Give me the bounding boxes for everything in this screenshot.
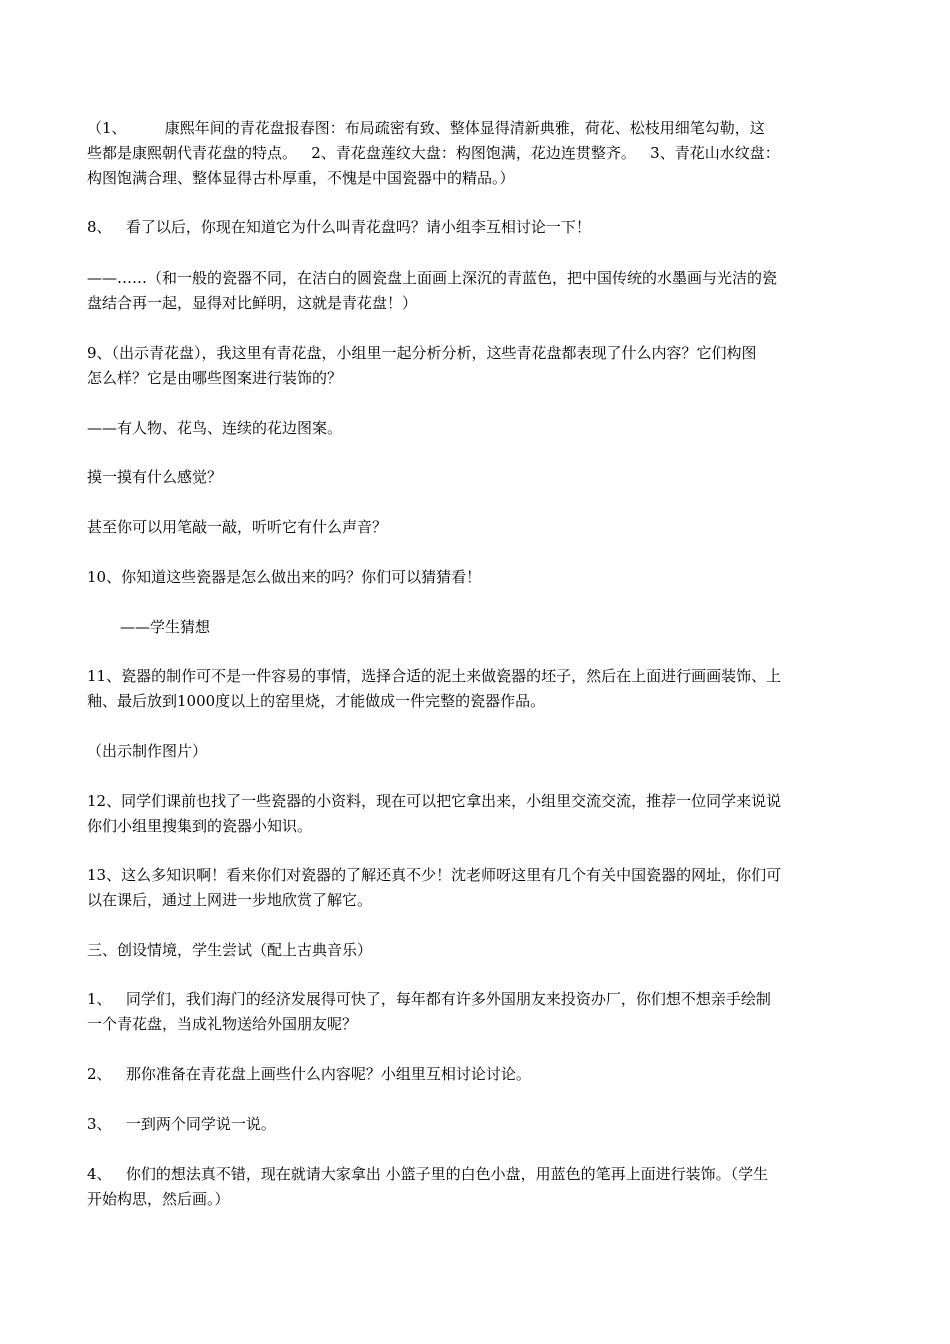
paragraph-answer-8 (87, 266, 865, 316)
text-line: ——……（和一般的瓷器不同，在洁白的圆瓷盘上面画上深沉的青蓝色，把中国传统的水墨画与光洁的瓷 (87, 269, 778, 287)
text-line: 些都是康熙朝代青花盘的特点。 2、青花盘莲纹大盘：构图饱满，花边连贯整齐。 3、青花山水纹盘： (87, 144, 780, 162)
paragraph-answer-9 (87, 416, 865, 441)
paragraph-show-pictures (87, 739, 865, 764)
paragraph-knock (87, 515, 865, 540)
paragraph-intro-note (87, 116, 865, 191)
paragraph-question-8 (87, 215, 865, 240)
paragraph-section3-item4 (87, 1162, 865, 1212)
text-line: 构图饱满合理、整体显得古朴厚重，不愧是中国瓷器中的精品。） (87, 169, 515, 187)
paragraph-section3-item3 (87, 1112, 865, 1137)
text-line: 10、你知道这些瓷器是怎么做出来的吗？你们可以猜猜看！ (87, 568, 482, 586)
paragraph-question-9 (87, 341, 865, 391)
text-line: 盘结合再一起，显得对比鲜明，这就是青花盘！） (87, 294, 418, 312)
paragraph-touch (87, 465, 865, 490)
text-line: （1、 康熙年间的青花盘报春图：布局疏密有致、整体显得清新典雅，荷花、松枝用细笔勾勒，这 (87, 119, 765, 137)
text-line: ——学生猜想 (120, 618, 211, 636)
text-line: 2、 那你准备在青花盘上画些什么内容呢？小组里互相讨论讨论。 (87, 1065, 531, 1083)
paragraph-12 (87, 789, 865, 839)
text-line: 3、 一到两个同学说一说。 (87, 1115, 276, 1133)
text-line: 摸一摸有什么感觉？ (87, 468, 223, 486)
text-line: ——有人物、花鸟、连续的花边图案。 (87, 419, 343, 437)
text-line: 1、 同学们，我们海门的经济发展得可快了，每年都有许多外国朋友来投资办厂，你们想不想亲手绘制 (87, 990, 771, 1008)
text-line: 9、（出示青花盘），我这里有青花盘，小组里一起分析分析，这些青花盘都表现了什么内容？它们构图 (87, 344, 757, 362)
text-line: 8、 看了以后，你现在知道它为什么叫青花盘吗？请小组李互相讨论一下！ (87, 218, 591, 236)
text-line: 13、这么多知识啊！看来你们对瓷器的了解还真不少！沈老师呀这里有几个有关中国瓷器的网址，你们可 (87, 866, 782, 884)
text-line: 釉、最后放到1000度以上的窑里烧，才能做成一件完整的瓷器作品。 (87, 692, 546, 710)
text-line: （出示制作图片） (87, 742, 208, 760)
paragraph-answer-10 (120, 615, 898, 640)
text-line: 12、同学们课前也找了一些瓷器的小资料，现在可以把它拿出来，小组里交流交流，推荐一位同学来说说 (87, 792, 782, 810)
paragraph-section3-item2 (87, 1062, 865, 1087)
text-line: 11、瓷器的制作可不是一件容易的事情，选择合适的泥土来做瓷器的坯子，然后在上面进行画画装饰、上 (87, 667, 782, 685)
text-line: 怎么样？它是由哪些图案进行装饰的？ (87, 369, 343, 387)
section-heading-3 (87, 938, 865, 963)
paragraph-13 (87, 863, 865, 913)
paragraph-question-10 (87, 565, 865, 590)
text-line: 以在课后，通过上网进一步地欣赏了解它。 (87, 891, 373, 909)
text-line: 你们小组里搜集到的瓷器小知识。 (87, 817, 313, 835)
text-line: 开始构思，然后画。） (87, 1190, 230, 1208)
text-line: 一个青花盘，当成礼物送给外国朋友呢？ (87, 1015, 358, 1033)
paragraph-11 (87, 664, 865, 714)
text-line: 甚至你可以用笔敲一敲，听听它有什么声音？ (87, 518, 388, 536)
paragraph-section3-item1 (87, 987, 865, 1037)
text-line: 4、 你们的想法真不错，现在就请大家拿出 小篮子里的白色小盘，用蓝色的笔再上面进行装饰。（学生 (87, 1165, 769, 1183)
text-line: 三、创设情境，学生尝试（配上古典音乐） (87, 941, 373, 959)
